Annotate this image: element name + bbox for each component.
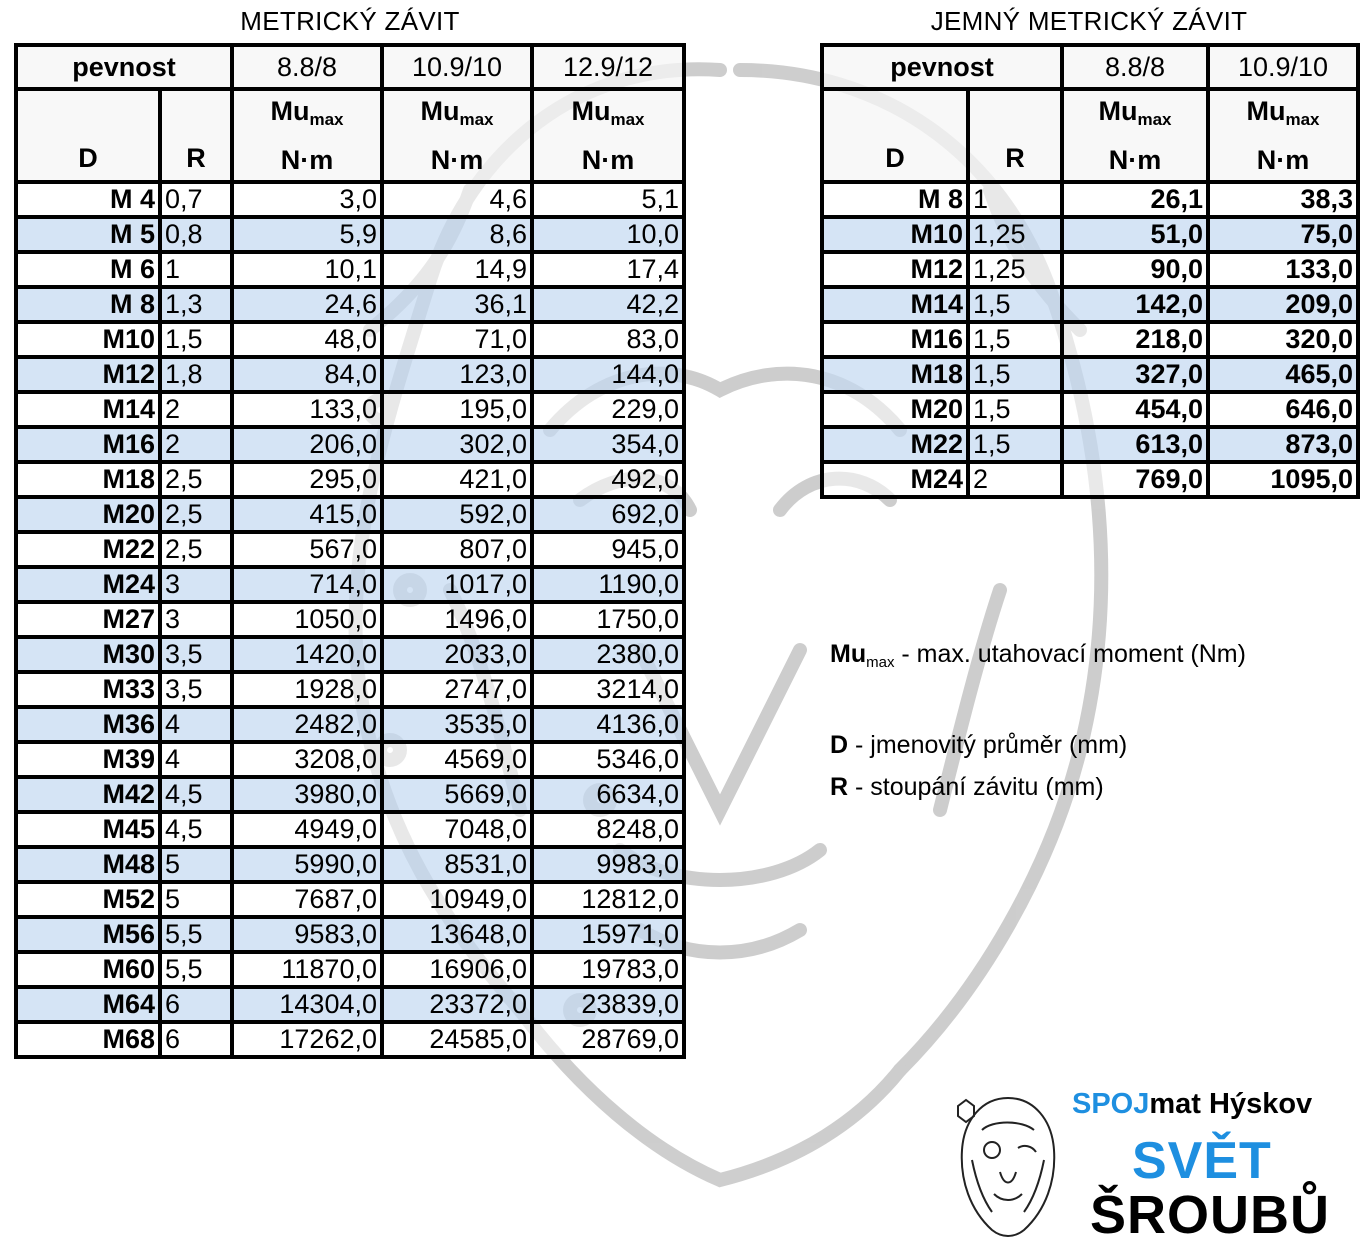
thread-size-cell: M 8 (16, 287, 160, 322)
torque-value-cell: 11870,0 (232, 952, 382, 987)
torque-value-cell: 51,0 (1062, 217, 1208, 252)
torque-value-cell: 421,0 (382, 462, 532, 497)
torque-value-cell: 10,1 (232, 252, 382, 287)
grade-header: 10.9/10 (382, 45, 532, 89)
thread-size-cell: M39 (16, 742, 160, 777)
torque-value-cell: 807,0 (382, 532, 532, 567)
thread-size-cell: M10 (822, 217, 968, 252)
thread-size-cell: M 8 (822, 182, 968, 217)
table-row (16, 532, 684, 567)
pitch-cell: 4,5 (160, 777, 232, 812)
torque-value-cell: 1420,0 (232, 637, 382, 672)
legend-r: R - stoupání závitu (mm) (830, 773, 1104, 801)
table-row (822, 392, 1358, 427)
torque-value-cell: 26,1 (1062, 182, 1208, 217)
thread-size-cell: M16 (16, 427, 160, 462)
torque-value-cell: 19783,0 (532, 952, 684, 987)
pitch-cell: 1,3 (160, 287, 232, 322)
torque-value-cell: 5669,0 (382, 777, 532, 812)
torque-value-cell: 48,0 (232, 322, 382, 357)
table-row (16, 742, 684, 777)
mu-header: $Mu_{max}$ N·m (532, 89, 684, 182)
table-row (16, 707, 684, 742)
table-row (16, 952, 684, 987)
torque-value-cell: 3214,0 (532, 672, 684, 707)
torque-value-cell: 24,6 (232, 287, 382, 322)
pitch-cell: 5,5 (160, 917, 232, 952)
pitch-cell: 1,5 (968, 287, 1062, 322)
torque-value-cell: 692,0 (532, 497, 684, 532)
thread-size-cell: M14 (16, 392, 160, 427)
torque-value-cell: 229,0 (532, 392, 684, 427)
torque-value-cell: 14304,0 (232, 987, 382, 1022)
table-row (16, 322, 684, 357)
torque-value-cell: 2482,0 (232, 707, 382, 742)
torque-value-cell: 5990,0 (232, 847, 382, 882)
thread-size-cell: M 4 (16, 182, 160, 217)
pitch-cell: 0,8 (160, 217, 232, 252)
torque-value-cell: 646,0 (1208, 392, 1358, 427)
thread-size-cell: M24 (16, 567, 160, 602)
table-row (16, 1022, 684, 1057)
pitch-cell: 2,5 (160, 532, 232, 567)
pitch-cell: 0,7 (160, 182, 232, 217)
torque-value-cell: 592,0 (382, 497, 532, 532)
torque-value-cell: 769,0 (1062, 462, 1208, 497)
torque-value-cell: 2747,0 (382, 672, 532, 707)
table-row (16, 987, 684, 1022)
torque-value-cell: 567,0 (232, 532, 382, 567)
table-row (822, 252, 1358, 287)
pitch-cell: 2,5 (160, 497, 232, 532)
torque-value-cell: 1095,0 (1208, 462, 1358, 497)
col-d-header: D (822, 89, 968, 182)
thread-size-cell: M48 (16, 847, 160, 882)
pitch-cell: 2,5 (160, 462, 232, 497)
mu-header: $Mu_{max}$ N·m (382, 89, 532, 182)
thread-size-cell: M18 (822, 357, 968, 392)
grade-header: 12.9/12 (532, 45, 684, 89)
torque-value-cell: 28769,0 (532, 1022, 684, 1057)
thread-size-cell: M36 (16, 707, 160, 742)
grade-header: 8.8/8 (232, 45, 382, 89)
pitch-cell: 3,5 (160, 672, 232, 707)
torque-value-cell: 209,0 (1208, 287, 1358, 322)
pitch-cell: 4 (160, 707, 232, 742)
torque-value-cell: 23839,0 (532, 987, 684, 1022)
table-row (16, 847, 684, 882)
table-row (16, 602, 684, 637)
torque-value-cell: 714,0 (232, 567, 382, 602)
grade-header: 10.9/10 (1208, 45, 1358, 89)
table-row (16, 217, 684, 252)
table-row (16, 812, 684, 847)
pitch-cell: 5,5 (160, 952, 232, 987)
metric-thread-table (14, 43, 686, 1059)
brand-svet: SVĚT (1132, 1132, 1272, 1190)
pitch-cell: 2 (968, 462, 1062, 497)
table-row (16, 497, 684, 532)
table-row (16, 777, 684, 812)
table-row (16, 462, 684, 497)
pitch-cell: 2 (160, 427, 232, 462)
torque-value-cell: 945,0 (532, 532, 684, 567)
pitch-cell: 2 (160, 392, 232, 427)
brand-name: SPOJmat Hýskov (1072, 1088, 1313, 1120)
legend-mu: $Mu_{max}$ - max. utahovací moment (Nm) (830, 640, 1246, 671)
pitch-cell: 1,5 (968, 357, 1062, 392)
thread-size-cell: M16 (822, 322, 968, 357)
pitch-cell: 4 (160, 742, 232, 777)
torque-value-cell: 133,0 (232, 392, 382, 427)
col-d-header: D (16, 89, 160, 182)
left-table-title: METRICKÝ ZÁVIT (240, 6, 460, 36)
table-row (16, 392, 684, 427)
torque-value-cell: 83,0 (532, 322, 684, 357)
torque-value-cell: 218,0 (1062, 322, 1208, 357)
thread-size-cell: M30 (16, 637, 160, 672)
table-row (16, 252, 684, 287)
thread-size-cell: M 6 (16, 252, 160, 287)
torque-value-cell: 71,0 (382, 322, 532, 357)
torque-value-cell: 206,0 (232, 427, 382, 462)
pitch-cell: 1,5 (968, 392, 1062, 427)
torque-value-cell: 12812,0 (532, 882, 684, 917)
pitch-cell: 4,5 (160, 812, 232, 847)
torque-value-cell: 23372,0 (382, 987, 532, 1022)
thread-size-cell: M68 (16, 1022, 160, 1057)
torque-value-cell: 8,6 (382, 217, 532, 252)
torque-value-cell: 9983,0 (532, 847, 684, 882)
torque-value-cell: 16906,0 (382, 952, 532, 987)
torque-value-cell: 8531,0 (382, 847, 532, 882)
torque-value-cell: 14,9 (382, 252, 532, 287)
pitch-cell: 5 (160, 882, 232, 917)
table-row (16, 672, 684, 707)
torque-value-cell: 133,0 (1208, 252, 1358, 287)
torque-value-cell: 24585,0 (382, 1022, 532, 1057)
torque-value-cell: 84,0 (232, 357, 382, 392)
thread-size-cell: M18 (16, 462, 160, 497)
pitch-cell: 6 (160, 987, 232, 1022)
pitch-cell: 3 (160, 602, 232, 637)
torque-value-cell: 415,0 (232, 497, 382, 532)
pitch-cell: 3 (160, 567, 232, 602)
table-row (822, 322, 1358, 357)
torque-value-cell: 2380,0 (532, 637, 684, 672)
torque-value-cell: 5,9 (232, 217, 382, 252)
torque-value-cell: 302,0 (382, 427, 532, 462)
torque-value-cell: 327,0 (1062, 357, 1208, 392)
thread-size-cell: M 5 (16, 217, 160, 252)
torque-value-cell: 465,0 (1208, 357, 1358, 392)
torque-value-cell: 17262,0 (232, 1022, 382, 1057)
torque-value-cell: 873,0 (1208, 427, 1358, 462)
torque-value-cell: 7048,0 (382, 812, 532, 847)
pitch-cell: 1,25 (968, 217, 1062, 252)
thread-size-cell: M12 (822, 252, 968, 287)
thread-size-cell: M22 (16, 532, 160, 567)
torque-value-cell: 75,0 (1208, 217, 1358, 252)
torque-value-cell: 1750,0 (532, 602, 684, 637)
torque-value-cell: 354,0 (532, 427, 684, 462)
pitch-cell: 6 (160, 1022, 232, 1057)
torque-value-cell: 13648,0 (382, 917, 532, 952)
thread-size-cell: M24 (822, 462, 968, 497)
torque-value-cell: 1190,0 (532, 567, 684, 602)
torque-value-cell: 142,0 (1062, 287, 1208, 322)
torque-value-cell: 195,0 (382, 392, 532, 427)
table-row (822, 357, 1358, 392)
torque-value-cell: 4949,0 (232, 812, 382, 847)
torque-value-cell: 613,0 (1062, 427, 1208, 462)
table-row (16, 882, 684, 917)
thread-size-cell: M10 (16, 322, 160, 357)
torque-value-cell: 1017,0 (382, 567, 532, 602)
torque-value-cell: 6634,0 (532, 777, 684, 812)
torque-value-cell: 8248,0 (532, 812, 684, 847)
torque-value-cell: 1928,0 (232, 672, 382, 707)
torque-value-cell: 454,0 (1062, 392, 1208, 427)
thread-size-cell: M64 (16, 987, 160, 1022)
thread-size-cell: M56 (16, 917, 160, 952)
torque-value-cell: 10,0 (532, 217, 684, 252)
torque-value-cell: 295,0 (232, 462, 382, 497)
thread-size-cell: M22 (822, 427, 968, 462)
pevnost-label: pevnost (822, 45, 1062, 89)
torque-value-cell: 42,2 (532, 287, 684, 322)
pitch-cell: 1,5 (968, 427, 1062, 462)
brand-sroubu: ŠROUBŮ (1090, 1185, 1331, 1245)
torque-value-cell: 7687,0 (232, 882, 382, 917)
torque-value-cell: 1050,0 (232, 602, 382, 637)
thread-size-cell: M45 (16, 812, 160, 847)
torque-value-cell: 5,1 (532, 182, 684, 217)
torque-value-cell: 15971,0 (532, 917, 684, 952)
legend-d: D - jmenovitý průměr (mm) (830, 731, 1128, 759)
thread-size-cell: M14 (822, 287, 968, 322)
torque-value-cell: 492,0 (532, 462, 684, 497)
torque-value-cell: 4136,0 (532, 707, 684, 742)
torque-value-cell: 10949,0 (382, 882, 532, 917)
torque-value-cell: 3208,0 (232, 742, 382, 777)
table-row (16, 427, 684, 462)
table-row (822, 217, 1358, 252)
pitch-cell: 5 (160, 847, 232, 882)
table-row (822, 182, 1358, 217)
fine-metric-thread-table (820, 43, 1360, 499)
thread-size-cell: M20 (16, 497, 160, 532)
torque-value-cell: 36,1 (382, 287, 532, 322)
pitch-cell: 1 (968, 182, 1062, 217)
metric-table-body (16, 182, 684, 1057)
fine-table-body (822, 182, 1358, 497)
table-row (16, 357, 684, 392)
thread-size-cell: M33 (16, 672, 160, 707)
right-table-title: JEMNÝ METRICKÝ ZÁVIT (930, 6, 1248, 36)
mu-header: $Mu_{max}$ N·m (1062, 89, 1208, 182)
torque-value-cell: 17,4 (532, 252, 684, 287)
torque-value-cell: 4,6 (382, 182, 532, 217)
torque-value-cell: 123,0 (382, 357, 532, 392)
torque-value-cell: 38,3 (1208, 182, 1358, 217)
pevnost-label: pevnost (16, 45, 232, 89)
table-row (822, 427, 1358, 462)
thread-size-cell: M52 (16, 882, 160, 917)
torque-value-cell: 9583,0 (232, 917, 382, 952)
grade-header: 8.8/8 (1062, 45, 1208, 89)
table-row (16, 287, 684, 322)
pitch-cell: 3,5 (160, 637, 232, 672)
thread-size-cell: M60 (16, 952, 160, 987)
lion-logo-icon (952, 1090, 1064, 1240)
torque-value-cell: 3980,0 (232, 777, 382, 812)
torque-value-cell: 90,0 (1062, 252, 1208, 287)
thread-size-cell: M42 (16, 777, 160, 812)
torque-value-cell: 320,0 (1208, 322, 1358, 357)
mu-header: $Mu_{max}$ N·m (1208, 89, 1358, 182)
table-row (822, 462, 1358, 497)
torque-value-cell: 144,0 (532, 357, 684, 392)
mu-header: $Mu_{max}$ N·m (232, 89, 382, 182)
col-r-header: R (160, 89, 232, 182)
torque-value-cell: 3535,0 (382, 707, 532, 742)
thread-size-cell: M27 (16, 602, 160, 637)
thread-size-cell: M12 (16, 357, 160, 392)
table-row (822, 287, 1358, 322)
table-row (16, 917, 684, 952)
pitch-cell: 1,5 (160, 322, 232, 357)
col-r-header: R (968, 89, 1062, 182)
pitch-cell: 1 (160, 252, 232, 287)
torque-value-cell: 4569,0 (382, 742, 532, 777)
pitch-cell: 1,5 (968, 322, 1062, 357)
table-row (16, 637, 684, 672)
pitch-cell: 1,8 (160, 357, 232, 392)
pitch-cell: 1,25 (968, 252, 1062, 287)
torque-value-cell: 5346,0 (532, 742, 684, 777)
table-row (16, 182, 684, 217)
torque-value-cell: 1496,0 (382, 602, 532, 637)
torque-value-cell: 3,0 (232, 182, 382, 217)
table-row (16, 567, 684, 602)
thread-size-cell: M20 (822, 392, 968, 427)
torque-value-cell: 2033,0 (382, 637, 532, 672)
